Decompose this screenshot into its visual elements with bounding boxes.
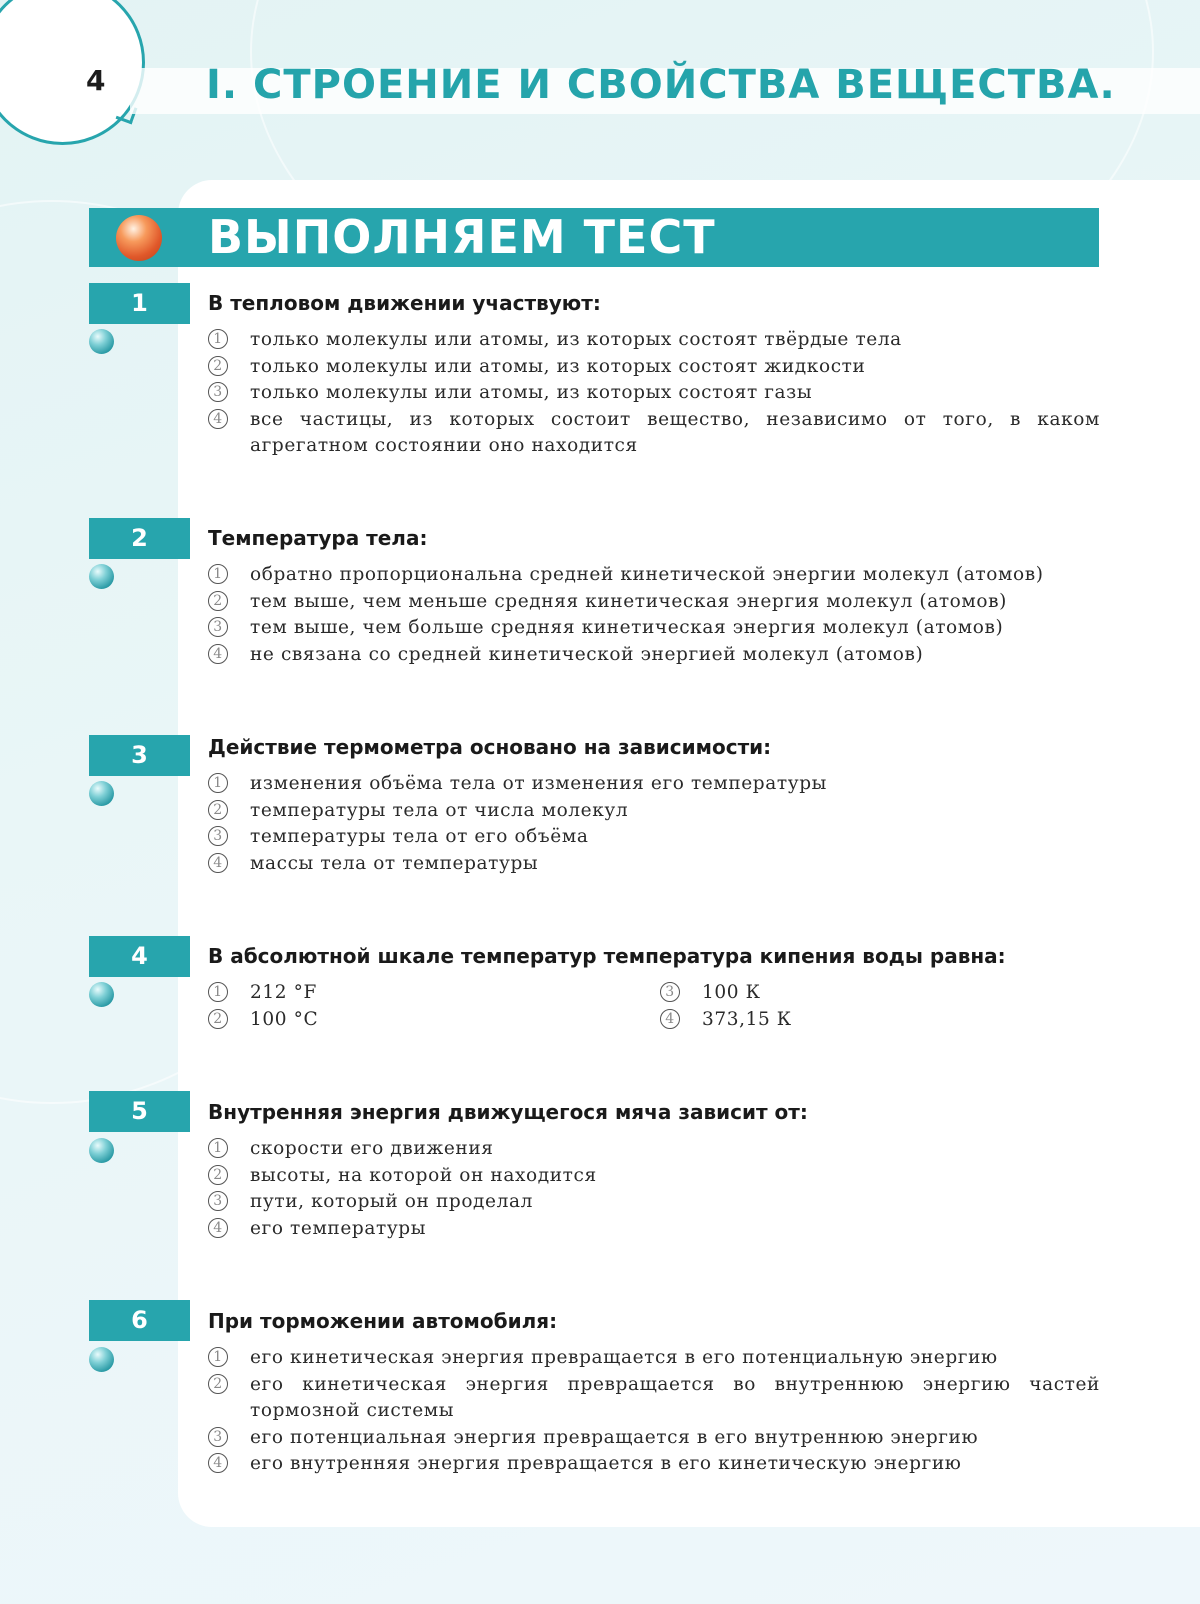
option-number-circle: 4 [660,1009,680,1029]
answer-option[interactable] [208,1163,1100,1190]
answer-option[interactable] [208,1136,1100,1163]
question-number: 3 [89,735,190,776]
answer-option[interactable] [208,798,1100,825]
option-text: температуры тела от его объёма [250,826,589,847]
question-number: 1 [89,283,190,324]
ball-bullet-icon [89,329,114,354]
option-number-circle: 2 [208,1009,228,1029]
option-number-circle: 3 [660,982,680,1002]
answer-option[interactable] [208,1216,1100,1243]
option-text: только молекулы или атомы, из которых состоят жидкости [250,355,866,377]
option-number-circle: 3 [208,617,228,637]
answer-option[interactable] [208,824,1100,851]
answer-option[interactable] [208,354,1100,381]
answer-option[interactable] [208,615,1110,642]
option-number-circle: 1 [208,1138,228,1158]
question-text: При торможении автомобиля: [208,1309,558,1333]
option-text: его потенциальная энергия превращается в его внутреннюю энергию [250,1426,979,1448]
option-text: его температуры [250,1217,427,1239]
question-number: 2 [89,518,190,559]
question-number: 4 [89,936,190,977]
answer-option[interactable] [208,327,1100,354]
answer-options [208,1345,1100,1478]
option-number-circle: 1 [208,1347,228,1367]
answer-options [208,771,1100,877]
page-number-badge [0,0,145,145]
answer-option[interactable] [208,1451,1100,1478]
option-number-circle: 1 [208,982,228,1002]
answer-option[interactable] [208,1189,1100,1216]
option-number-circle: 3 [208,1427,228,1447]
option-text: все частицы, из которых состоит вещество, независимо от того, в каком агрегатном состоянии оно находится [250,408,1100,456]
option-number-circle: 4 [208,409,228,429]
orange-ball-icon [116,215,162,261]
option-text: массы тела от температуры [250,852,539,874]
option-number-circle: 1 [208,773,228,793]
option-text: его кинетическая энергия превращается во внутреннюю энергию частей тормозной системы [250,1373,1100,1421]
option-text: 373,15 К [702,1008,792,1030]
option-number-circle: 1 [208,564,228,584]
ball-bullet-icon [89,982,114,1007]
answer-option[interactable] [208,851,1100,878]
option-text: 100 °С [250,1008,319,1030]
answer-option[interactable] [208,771,1100,798]
option-text: его внутренняя энергия превращается в его кинетическую энергию [250,1453,962,1474]
answer-options [208,1136,1100,1242]
option-text: его кинетическая энергия превращается в его потенциальную энергию [250,1347,998,1368]
ball-bullet-icon [89,1138,114,1163]
option-number-circle: 3 [208,1191,228,1211]
option-number-circle: 2 [208,1374,228,1394]
question-number: 6 [89,1300,190,1341]
option-number-circle: 3 [208,826,228,846]
ball-bullet-icon [89,1347,114,1372]
option-number-circle: 2 [208,591,228,611]
answer-option[interactable] [208,380,1100,407]
option-number-circle: 4 [208,1218,228,1238]
answer-option[interactable] [208,1007,660,1034]
ball-bullet-icon [89,781,114,806]
answer-option[interactable] [208,980,660,1007]
option-text: скорости его движения [250,1138,494,1159]
question-text: В абсолютной шкале температур температура кипения воды равна: [208,944,1006,968]
option-text: только молекулы или атомы, из которых состоят газы [250,382,813,403]
option-number-circle: 2 [208,1165,228,1185]
question-text: Температура тела: [208,526,428,550]
option-text: изменения объёма тела от изменения его температуры [250,773,827,794]
option-number-circle: 1 [208,329,228,349]
option-number-circle: 2 [208,356,228,376]
answer-option[interactable] [208,1372,1100,1425]
answer-option[interactable] [208,589,1110,616]
option-number-circle: 4 [208,644,228,664]
option-text: тем выше, чем меньше средняя кинетическая энергия молекул (атомов) [250,590,1007,612]
question-text: Действие термометра основано на зависимости: [208,735,772,759]
answer-option[interactable] [660,1007,1098,1034]
answer-option[interactable] [208,1345,1100,1372]
option-text: 100 К [702,982,761,1003]
option-text: высоты, на которой он находится [250,1164,597,1186]
option-number-circle: 3 [208,382,228,402]
option-text: обратно пропорциональна средней кинетической энергии молекул (атомов) [250,564,1044,585]
option-text: 212 °F [250,982,317,1003]
answer-option[interactable] [208,562,1110,589]
chapter-title: I. СТРОЕНИЕ И СВОЙСТВА ВЕЩЕСТВА. [206,62,1116,108]
answer-option[interactable] [208,1425,1100,1452]
answer-options [208,562,1110,668]
answer-options [208,980,1098,1033]
option-number-circle: 4 [208,1453,228,1473]
option-text: только молекулы или атомы, из которых состоят твёрдые тела [250,329,902,350]
option-text: тем выше, чем больше средняя кинетическая энергия молекул (атомов) [250,617,1004,638]
question-number: 5 [89,1091,190,1132]
question-text: В тепловом движении участвуют: [208,291,601,315]
answer-option[interactable] [208,407,1100,460]
option-text: температуры тела от числа молекул [250,799,629,821]
option-text: не связана со средней кинетической энергией молекул (атомов) [250,643,924,665]
page-number: 4 [86,64,106,97]
answer-option[interactable] [208,642,1110,669]
option-number-circle: 4 [208,853,228,873]
option-text: пути, который он проделал [250,1191,533,1212]
question-text: Внутренняя энергия движущегося мяча зависит от: [208,1100,808,1124]
answer-options [208,327,1100,460]
answer-option[interactable] [660,980,1098,1007]
ball-bullet-icon [89,564,114,589]
section-title: ВЫПОЛНЯЕМ ТЕСТ [208,210,716,264]
option-number-circle: 2 [208,800,228,820]
